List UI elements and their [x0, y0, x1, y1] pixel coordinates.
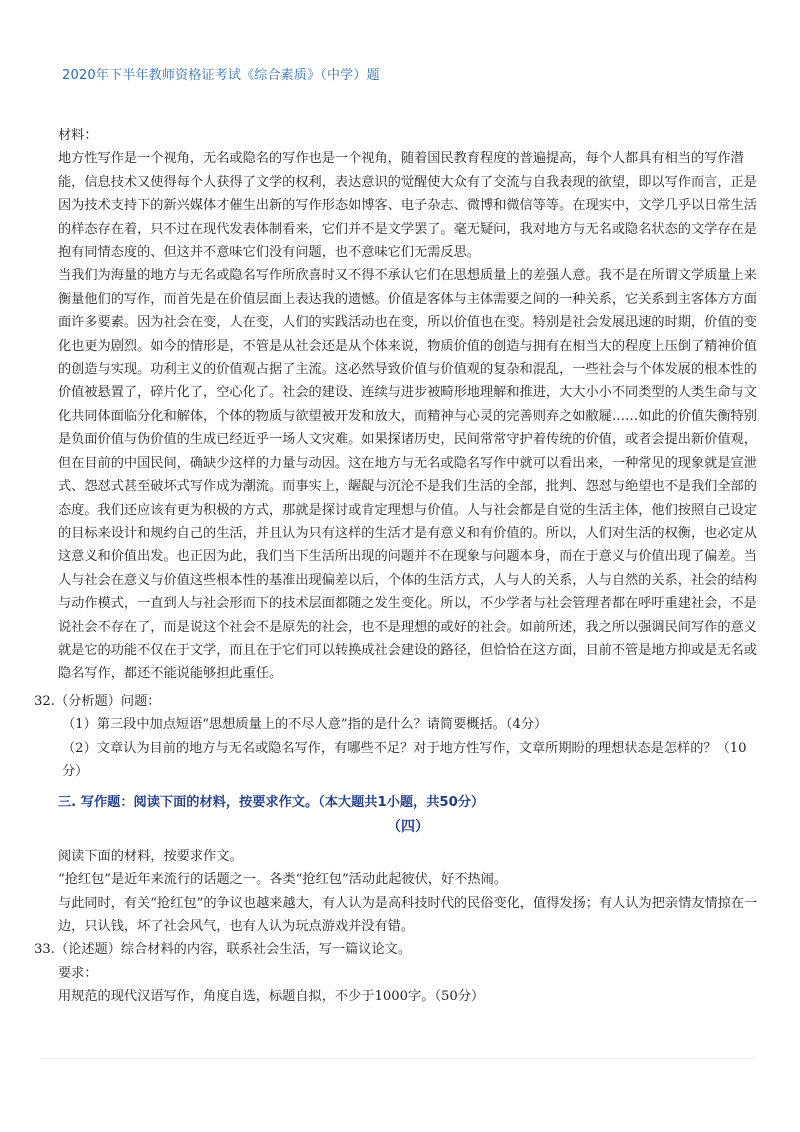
- question-33-requirement-text: 用规范的现代汉语写作，角度自选，标题自拟，不少于1000字。（50分）: [58, 989, 485, 1005]
- question-33-stem: 33.（论述题）综合材料的内容，联系社会生活，写一篇议论文。: [34, 942, 412, 958]
- document-content: [34, 124, 758, 1009]
- section-3-intro: 阅读下面的材料，按要求作文。: [58, 848, 243, 864]
- question-32-sub-2: （2）文章认为目前的地方与无名或隐名写作，有哪些不足？对于地方性写作，文章所期盼的理想状态是怎样的？（10分）: [62, 740, 747, 779]
- material-paragraph-2: 当我们为海量的地方与无名或隐名写作所欣喜时又不得不承认它们在思想质量上的差强人意。我不是在所谓文学质量上来衡量他们的写作，而首先是在价值层面上表达我的遗憾。价值是客体与主体需要之间的一种关系，它关系到主客体方方面面许多要素。因为社会在变，人在变，人们的实践活动也在变，所以价值也在变。特别是社会发展迅速的时期，价值的变化也更为剧烈。如今的情形是，不管是从社会还是从个体来说，物质价值的创造与拥有在相当大的程度上压倒了精神价值的创造与实现。功利主义的价值观占据了主流。这必然导致价值与价值观的复杂和混乱，一些社会与个体发展的根本性的价值被悬置了，碎片化了，空心化了。社会的建设、连续与进步被畸形地理解和推进，大大小小不同类型的人类生命与文化共同体面临分化和解体，个体的物质与欲望被开发和放大，而精神与心灵的完善则弃之如敝屣……如此的价值失衡特别是负面价值与伪价值的生成已经近乎一场人文灾难。如果探诸历史，民间常常守护着传统的价值，或者会提出新价值观，但在目前的中国民间，确缺少这样的力量与动因。这在地方与无名或隐名写作中就可以看出来，一种常见的现象就是宣泄式、怨怼式甚至破坏式写作成为潮流。而事实上，龌龊与沉沦不是我们生活的全部，批判、怨怼与绝望也不是我们全部的态度。我们还应该有更为积极的方式，那就是探讨或肯定理想与价值。人与社会都是自觉的生活主体，他们按照自己设定的目标来设计和规约自己的生活，并且认为只有这样的生活才是有意义和有价值的。所以，人们对生活的权衡，也必定从这意义和价值出发。也正因为此，我们当下生活所出现的问题并不在现象与问题本身，而在于意义与价值出现了偏差。当人与社会在意义与价值这些根本性的基准出现偏差以后，个体的生活方式，人与人的关系，人与自然的关系，社会的结构与动作模式，一直到人与社会形而下的技术层面都随之发生变化。所以，不少学者与社会管理者都在呼吁重建社会，不是说社会不存在了，而是说这个社会不是原先的社会，也不是理想的或好的社会。如前所述，我之所以强调民间写作的意义就是它的功能不仅在于文学，而且在于它们可以转换成社会建设的路径，但恰恰在这方面，目前不管是地方抑或是无名或隐名写作，都还不能说能够担此重任。: [58, 268, 757, 682]
- section-3-paragraph-2: 与此同时，有关“抢红包”的争议也越来越大，有人认为是高科技时代的民俗变化，值得发扬；有人认为把亲情友情掠在一边，只认钱，坏了社会风气，也有人认为玩点游戏并没有错。: [58, 895, 758, 934]
- document-header-title: 2020年下半年教师资格证考试《综合素质》（中学）题: [62, 68, 380, 83]
- material-label: 材料：: [58, 128, 98, 143]
- material-paragraph-1: 地方性写作是一个视角，无名或隐名的写作也是一个视角，随着国民教育程度的普遍提高，每个人都具有相当的写作潜能，信息技术又使得每个人获得了文学的权利，表达意识的觉醒使大众有了交流与自我表现的欲望，即以写作而言，正是因为技术支持下的新兴媒体才催生出新的写作形态如博客、电子杂志、微博和微信等等。在现实中，文学几乎以日常生活的样态存在着，只不过在现代发表体制看来，它们并不是文学罢了。毫无疑问，我对地方与无名或隐名状态的文学存在是抱有同情态度的、但这并不意味它们没有问题，也不意味它们无需反思。: [58, 151, 757, 261]
- section-3-title: 三. 写作题：阅读下面的材料，按要求作文。（本大题共1小题，共50分）: [58, 795, 485, 811]
- question-32-stem: 32.（分析题）问题：: [34, 693, 161, 709]
- question-33-requirement-label: 要求：: [58, 965, 98, 981]
- footer-divider: [40, 1058, 754, 1059]
- question-32-sub-1: （1）第三段中加点短语“思想质量上的不尽人意”指的是什么？请简要概括。（4分）: [62, 717, 548, 733]
- section-3-subtitle: （四）: [387, 818, 429, 835]
- section-3-paragraph-1: “抢红包”是近年来流行的话题之一。各类“抢红包”活动此起彼伏，好不热闹。: [58, 872, 507, 888]
